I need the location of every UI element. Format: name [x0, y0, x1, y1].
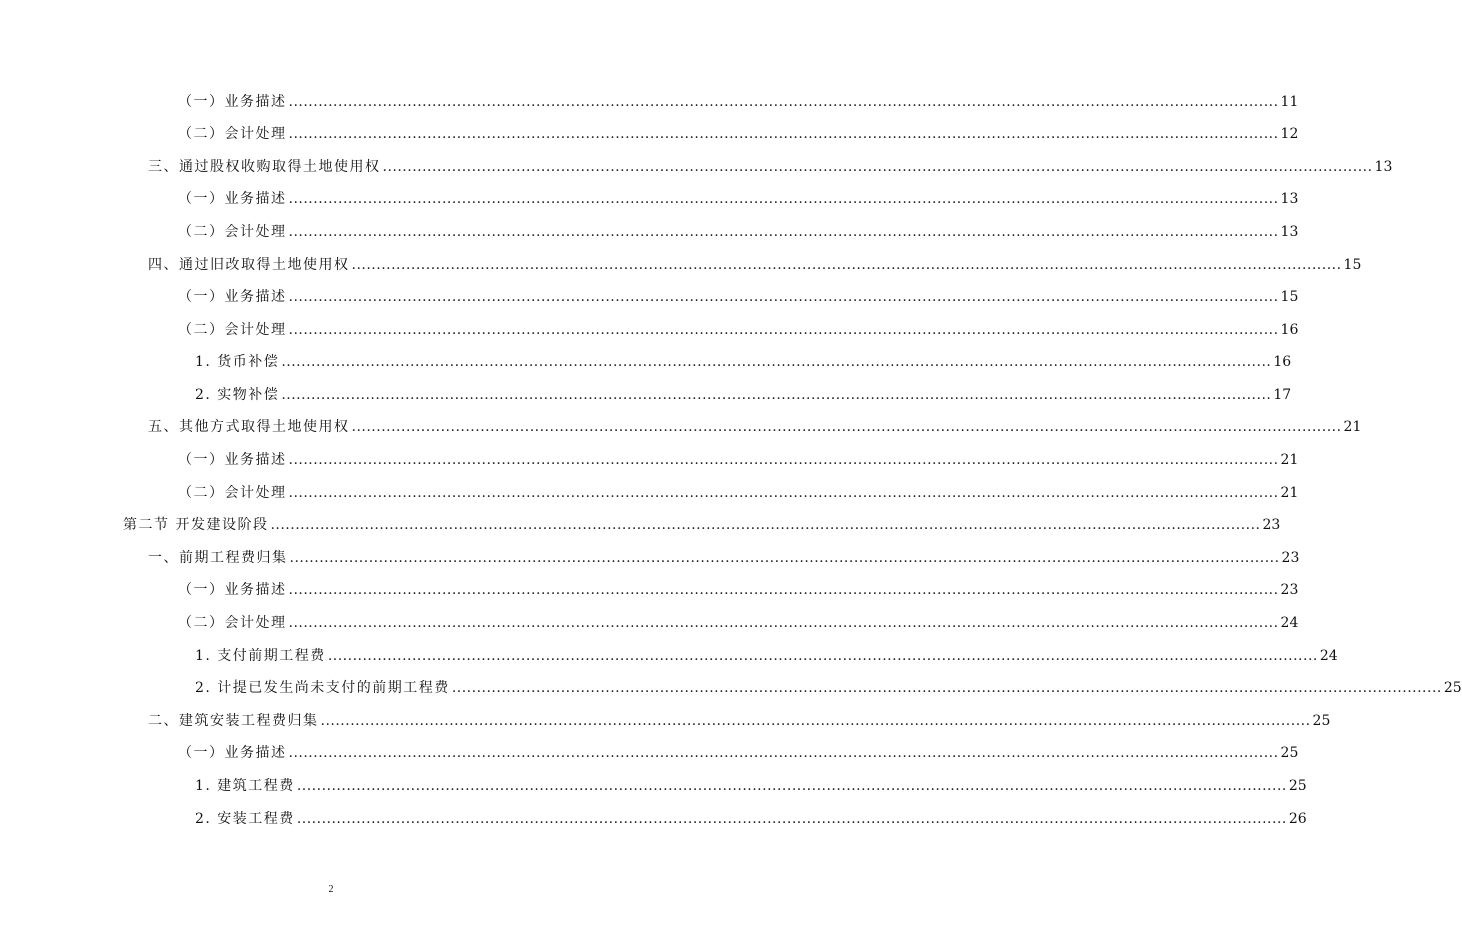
- toc-entry-page: 21: [1343, 419, 1362, 435]
- toc-entry-label: 1. 支付前期工程费: [195, 648, 326, 664]
- toc-leader-dots: ........................................................................................................................................................................................................: [320, 713, 1311, 729]
- toc-entry-page: 24: [1319, 648, 1338, 664]
- toc-entry-page: 21: [1280, 485, 1299, 501]
- toc-entry-label: （二）会计处理: [178, 485, 287, 501]
- toc-entry-page: 16: [1273, 354, 1292, 370]
- toc-entry-label: 一、前期工程费归集: [148, 550, 288, 566]
- toc-entry[interactable]: [178, 93, 1299, 111]
- toc-entry-label: （一）业务描述: [178, 191, 287, 207]
- toc-entry[interactable]: [148, 418, 1362, 436]
- toc-entry-page: 23: [1262, 517, 1281, 533]
- toc-entry-label: 第二节 开发建设阶段: [123, 517, 269, 533]
- toc-entry-label: （一）业务描述: [178, 745, 287, 761]
- toc-entry-page: 11: [1280, 94, 1299, 110]
- toc-entry-page: 26: [1288, 811, 1307, 827]
- toc-entry[interactable]: [178, 744, 1299, 762]
- toc-entry[interactable]: [178, 190, 1299, 208]
- toc-entry-page: 16: [1280, 322, 1299, 338]
- toc-entry[interactable]: [123, 516, 1281, 534]
- toc-entry-label: （一）业务描述: [178, 289, 287, 305]
- toc-entry-page: 17: [1273, 387, 1292, 403]
- toc-entry[interactable]: [178, 484, 1299, 502]
- toc-entry-page: 15: [1343, 257, 1362, 273]
- toc-leader-dots: ........................................................................................................................................................................................................: [288, 615, 1279, 631]
- toc-entry-label: 三、通过股权收购取得土地使用权: [148, 159, 381, 175]
- toc-leader-dots: ........................................................................................................................................................................................................: [288, 191, 1279, 207]
- toc-entry[interactable]: [178, 125, 1299, 143]
- toc-entry[interactable]: [195, 810, 1307, 828]
- toc-leader-dots: ........................................................................................................................................................................................................: [281, 387, 1272, 403]
- toc-leader-dots: ........................................................................................................................................................................................................: [327, 648, 1318, 664]
- toc-entry[interactable]: [195, 353, 1292, 371]
- toc-entry-label: （一）业务描述: [178, 452, 287, 468]
- toc-entry[interactable]: [178, 223, 1299, 241]
- toc-entry-page: 25: [1312, 713, 1331, 729]
- toc-entry-page: 13: [1280, 191, 1299, 207]
- toc-entry[interactable]: [195, 386, 1292, 404]
- toc-leader-dots: ........................................................................................................................................................................................................: [451, 680, 1442, 696]
- toc-entry[interactable]: [195, 647, 1338, 665]
- toc-entry[interactable]: [148, 549, 1300, 567]
- toc-entry-label: （一）业务描述: [178, 582, 287, 598]
- toc-leader-dots: ........................................................................................................................................................................................................: [281, 354, 1272, 370]
- toc-leader-dots: ........................................................................................................................................................................................................: [288, 485, 1279, 501]
- toc-entry-page: 24: [1280, 615, 1299, 631]
- toc-entry[interactable]: [178, 581, 1299, 599]
- toc-entry[interactable]: [178, 321, 1299, 339]
- toc-leader-dots: ........................................................................................................................................................................................................: [270, 517, 1261, 533]
- toc-entry-page: 13: [1280, 224, 1299, 240]
- toc-entry[interactable]: [178, 451, 1299, 469]
- toc-leader-dots: ........................................................................................................................................................................................................: [288, 745, 1279, 761]
- toc-entry-label: （二）会计处理: [178, 126, 287, 142]
- toc-entry-label: 2. 实物补偿: [195, 387, 280, 403]
- toc-entry[interactable]: [195, 679, 1462, 697]
- toc-entry-label: 2. 计提已发生尚未支付的前期工程费: [195, 680, 450, 696]
- toc-entry[interactable]: [148, 712, 1331, 730]
- toc-entry[interactable]: [178, 614, 1299, 632]
- toc-leader-dots: ........................................................................................................................................................................................................: [382, 159, 1373, 175]
- toc-entry-label: （二）会计处理: [178, 615, 287, 631]
- toc-entry-label: 2. 安装工程费: [195, 811, 295, 827]
- toc-entry-label: （一）业务描述: [178, 94, 287, 110]
- toc-leader-dots: ........................................................................................................................................................................................................: [288, 126, 1279, 142]
- toc-entry-page: 25: [1280, 745, 1299, 761]
- toc-leader-dots: ........................................................................................................................................................................................................: [288, 452, 1279, 468]
- toc-leader-dots: ........................................................................................................................................................................................................: [351, 257, 1342, 273]
- toc-entry[interactable]: [148, 158, 1393, 176]
- toc-entry-label: 1. 货币补偿: [195, 354, 280, 370]
- toc-entry-label: 1. 建筑工程费: [195, 778, 295, 794]
- toc-entry-page: 13: [1374, 159, 1393, 175]
- toc-entry-label: 二、建筑安装工程费归集: [148, 713, 319, 729]
- page-number: 2: [328, 884, 334, 895]
- toc-entry-page: 25: [1443, 680, 1462, 696]
- toc-leader-dots: ........................................................................................................................................................................................................: [288, 582, 1279, 598]
- toc-leader-dots: ........................................................................................................................................................................................................: [296, 811, 1287, 827]
- toc-leader-dots: ........................................................................................................................................................................................................: [351, 419, 1342, 435]
- toc-entry-page: 15: [1280, 289, 1299, 305]
- toc-entry[interactable]: [148, 256, 1362, 274]
- toc-entry[interactable]: [178, 288, 1299, 306]
- toc-leader-dots: ........................................................................................................................................................................................................: [288, 94, 1279, 110]
- toc-entry-page: 23: [1281, 550, 1300, 566]
- toc-entry-label: （二）会计处理: [178, 322, 287, 338]
- toc-entry[interactable]: [195, 777, 1307, 795]
- toc-leader-dots: ........................................................................................................................................................................................................: [289, 550, 1280, 566]
- toc-leader-dots: ........................................................................................................................................................................................................: [296, 778, 1287, 794]
- toc-entry-page: 21: [1280, 452, 1299, 468]
- toc-entry-label: 五、其他方式取得土地使用权: [148, 419, 350, 435]
- toc-entry-label: （二）会计处理: [178, 224, 287, 240]
- toc-leader-dots: ........................................................................................................................................................................................................: [288, 322, 1279, 338]
- toc-entry-page: 12: [1280, 126, 1299, 142]
- toc-leader-dots: ........................................................................................................................................................................................................: [288, 289, 1279, 305]
- toc-entry-label: 四、通过旧改取得土地使用权: [148, 257, 350, 273]
- toc-entry-page: 23: [1280, 582, 1299, 598]
- toc-leader-dots: ........................................................................................................................................................................................................: [288, 224, 1279, 240]
- toc-entry-page: 25: [1288, 778, 1307, 794]
